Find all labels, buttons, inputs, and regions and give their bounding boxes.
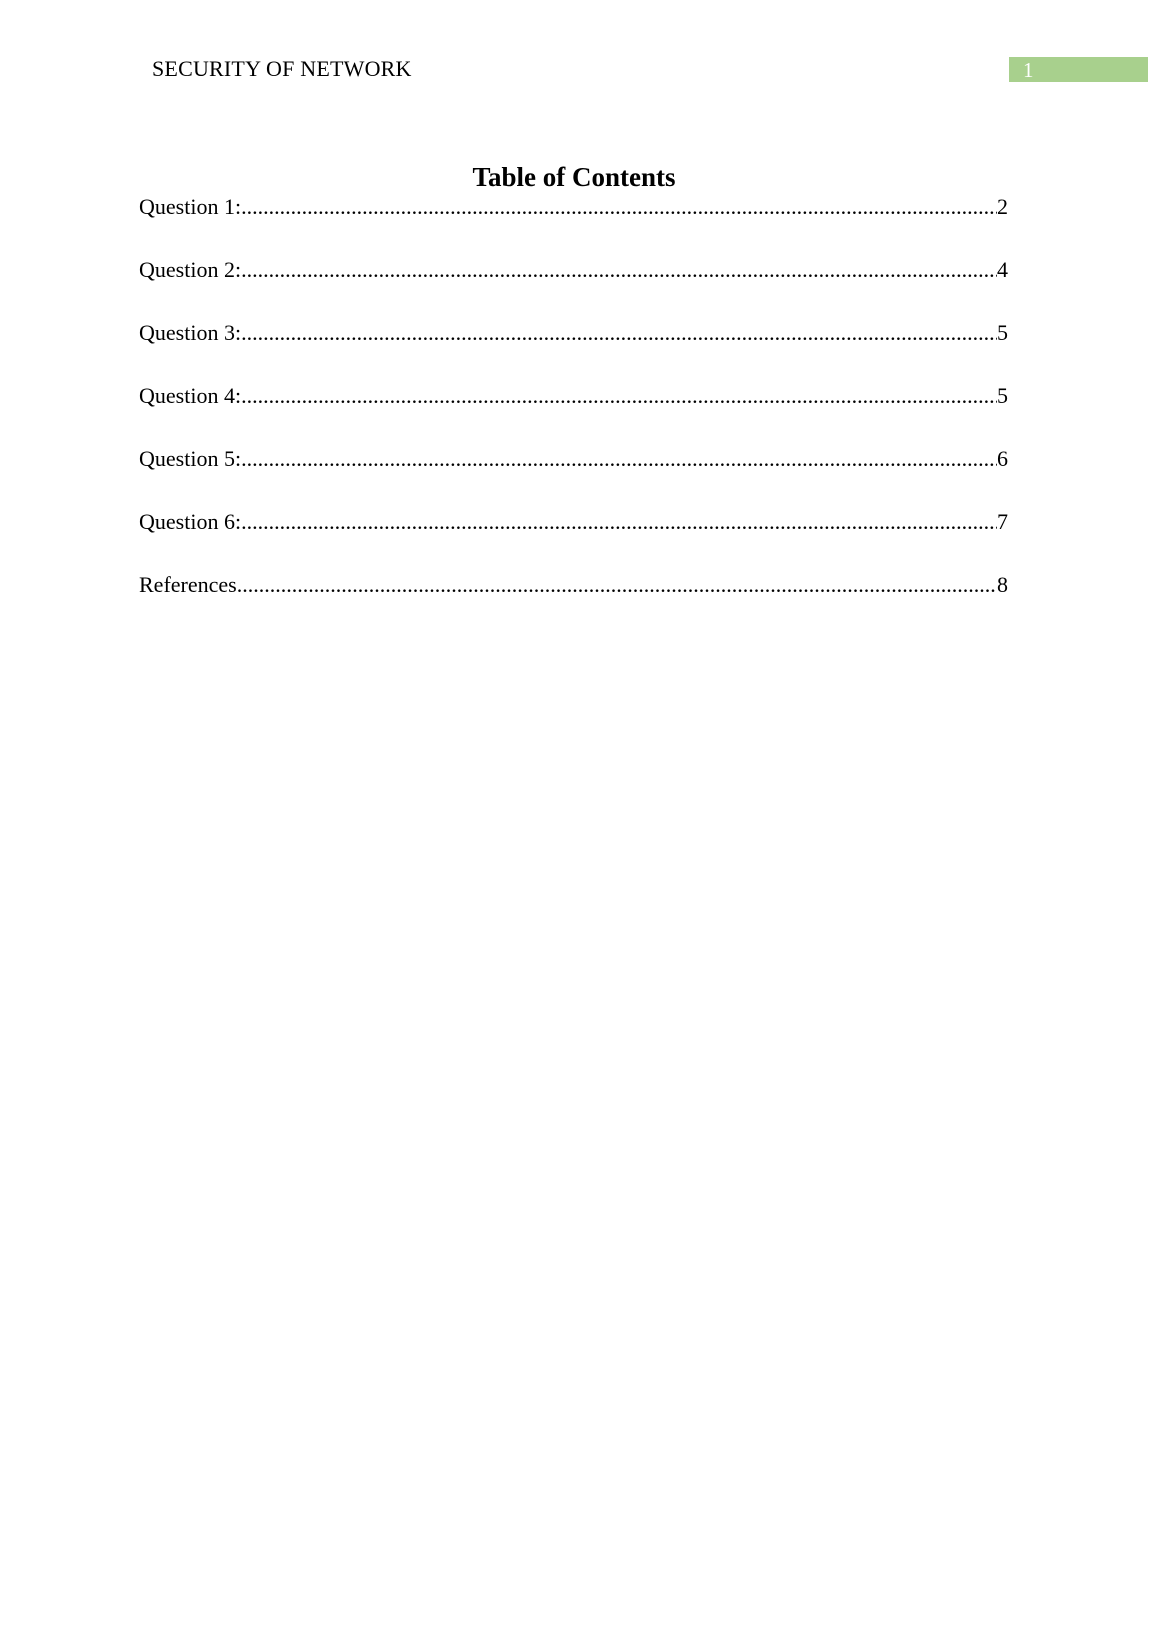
toc-entry-question-6[interactable] (139, 508, 1008, 571)
page-number-band (1009, 57, 1148, 82)
toc-dot-leader (241, 508, 997, 536)
toc-entry-page-number: 5 (997, 320, 1008, 345)
toc-entry-label: References (139, 572, 237, 597)
toc-dot-leader (241, 319, 997, 347)
toc-entry-label: Question 4: (139, 383, 242, 408)
toc-entry-page-number: 6 (997, 446, 1008, 471)
toc-entry-page-number: 2 (997, 194, 1008, 219)
toc-list (139, 193, 1008, 634)
toc-entry-page-number: 7 (997, 509, 1008, 534)
toc-dot-leader (241, 382, 997, 410)
toc-entry-page-number: 8 (997, 572, 1008, 597)
toc-entry-label: Question 3: (139, 320, 242, 345)
toc-entry-label: Question 6: (139, 509, 242, 534)
page-number: 1 (1023, 58, 1034, 82)
toc-entry-page-number: 5 (997, 383, 1008, 408)
toc-title: Table of Contents (472, 162, 676, 192)
running-header-title: SECURITY OF NETWORK (152, 56, 412, 81)
toc-dot-leader (241, 193, 997, 221)
toc-entry-question-2[interactable] (139, 256, 1008, 319)
toc-dot-leader (237, 571, 997, 599)
toc-entry-label: Question 5: (139, 446, 242, 471)
toc-entry-references[interactable] (139, 571, 1008, 634)
toc-entry-page-number: 4 (997, 257, 1008, 282)
toc-entry-label: Question 2: (139, 257, 242, 282)
toc-entry-question-3[interactable] (139, 319, 1008, 382)
toc-entry-label: Question 1: (139, 194, 242, 219)
toc-entry-question-4[interactable] (139, 382, 1008, 445)
toc-entry-question-1[interactable] (139, 193, 1008, 256)
toc-entry-question-5[interactable] (139, 445, 1008, 508)
toc-dot-leader (241, 445, 997, 473)
toc-dot-leader (241, 256, 997, 284)
